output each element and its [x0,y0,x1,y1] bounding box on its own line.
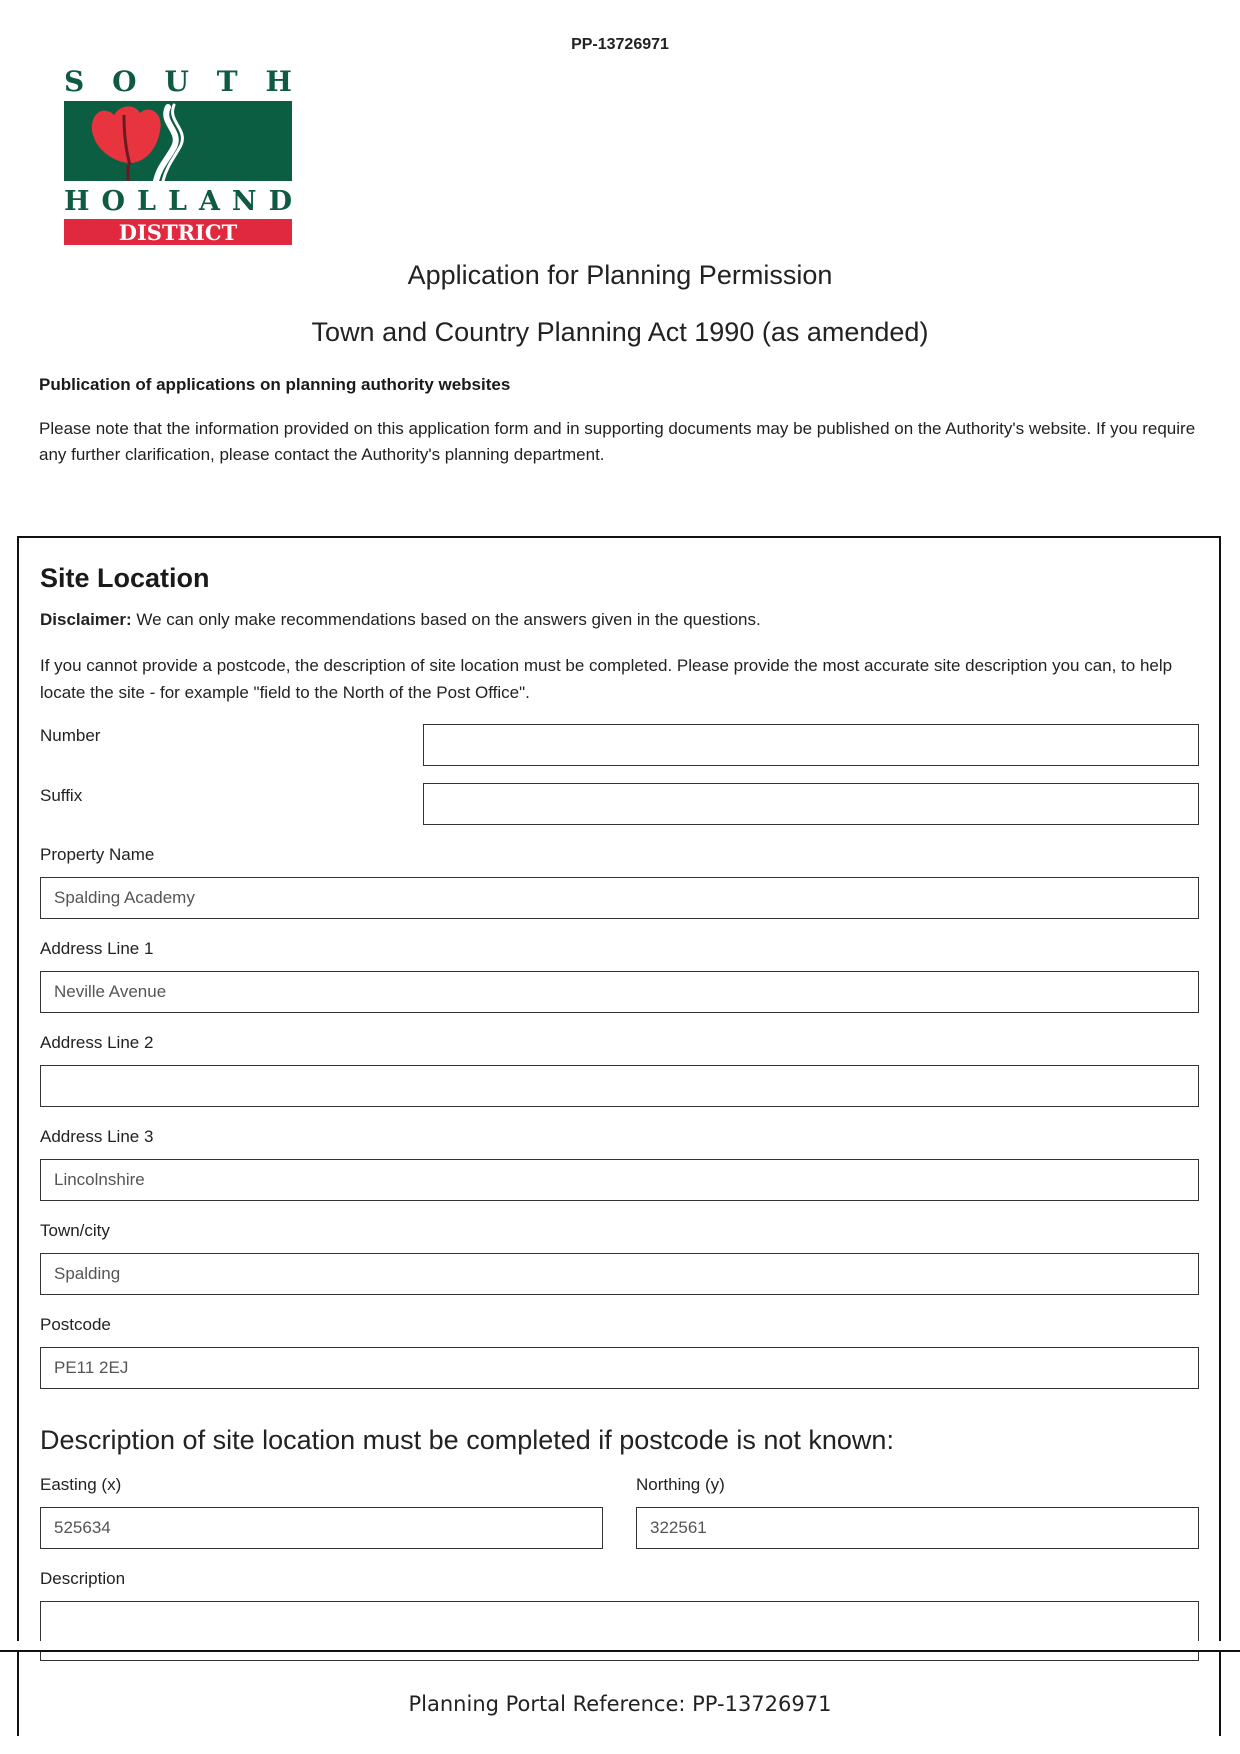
page-subtitle: Town and Country Planning Act 1990 (as amended) [311,317,929,347]
page-divider [0,1650,1240,1652]
suffix-label: Suffix [40,786,83,805]
town-city-label: Town/city [40,1221,110,1240]
address-line-1-label: Address Line 1 [40,939,154,958]
number-field[interactable] [423,724,1199,766]
publication-heading: Publication of applications on planning authority websites [39,375,511,394]
description-label: Description [40,1569,126,1588]
address-line-3-label: Address Line 3 [40,1127,154,1146]
northing-label: Northing (y) [636,1475,725,1494]
postcode-field[interactable] [40,1347,1199,1389]
northing-field[interactable] [636,1507,1199,1549]
address-line-1-field[interactable] [40,971,1199,1013]
logo-south-text: S O U T H [64,65,292,98]
number-label: Number [40,726,101,745]
address-line-3-field[interactable] [40,1159,1199,1201]
tulip-emblem-icon [64,101,292,181]
disclaimer-text: We can only make recommendations based on the answers given in the questions. [131,610,761,629]
property-name-field[interactable] [40,877,1199,919]
address-line-2-field[interactable] [40,1065,1199,1107]
town-city-field[interactable] [40,1253,1199,1295]
site-location-panel [17,536,1221,1736]
easting-field[interactable] [40,1507,603,1549]
property-name-label: Property Name [40,845,155,864]
disclaimer [40,610,761,630]
council-logo [64,65,292,272]
site-instructions: If you cannot provide a postcode, the description of site location must be completed. Please provide the most accurate site description you can, to help locate the site - for example "field to the North of the Post Office". [40,656,1173,702]
suffix-field[interactable] [423,783,1199,825]
postcode-label: Postcode [40,1315,111,1334]
section-title: Site Location [40,563,210,593]
logo-council-banner: DISTRICT COUNCIL [64,219,292,245]
description-field[interactable] [40,1601,1199,1661]
description-heading: Description of site location must be completed if postcode is not known: [40,1425,894,1455]
page-break-mask [17,1641,1223,1650]
footer-reference: Planning Portal Reference: PP-13726971 [408,1692,832,1716]
disclaimer-label: Disclaimer: [40,610,132,629]
easting-label: Easting (x) [40,1475,122,1494]
publication-text: Please note that the information provided on this application form and in supporting documents may be published on the Authority's website. If you require any further clarification, please contact the Authority's planning department. [39,419,1196,464]
page-title: Application for Planning Permission [407,260,833,290]
logo-holland-text: H O L L A N D [64,186,292,217]
address-line-2-label: Address Line 2 [40,1033,154,1052]
reference-number: PP-13726971 [571,36,669,53]
